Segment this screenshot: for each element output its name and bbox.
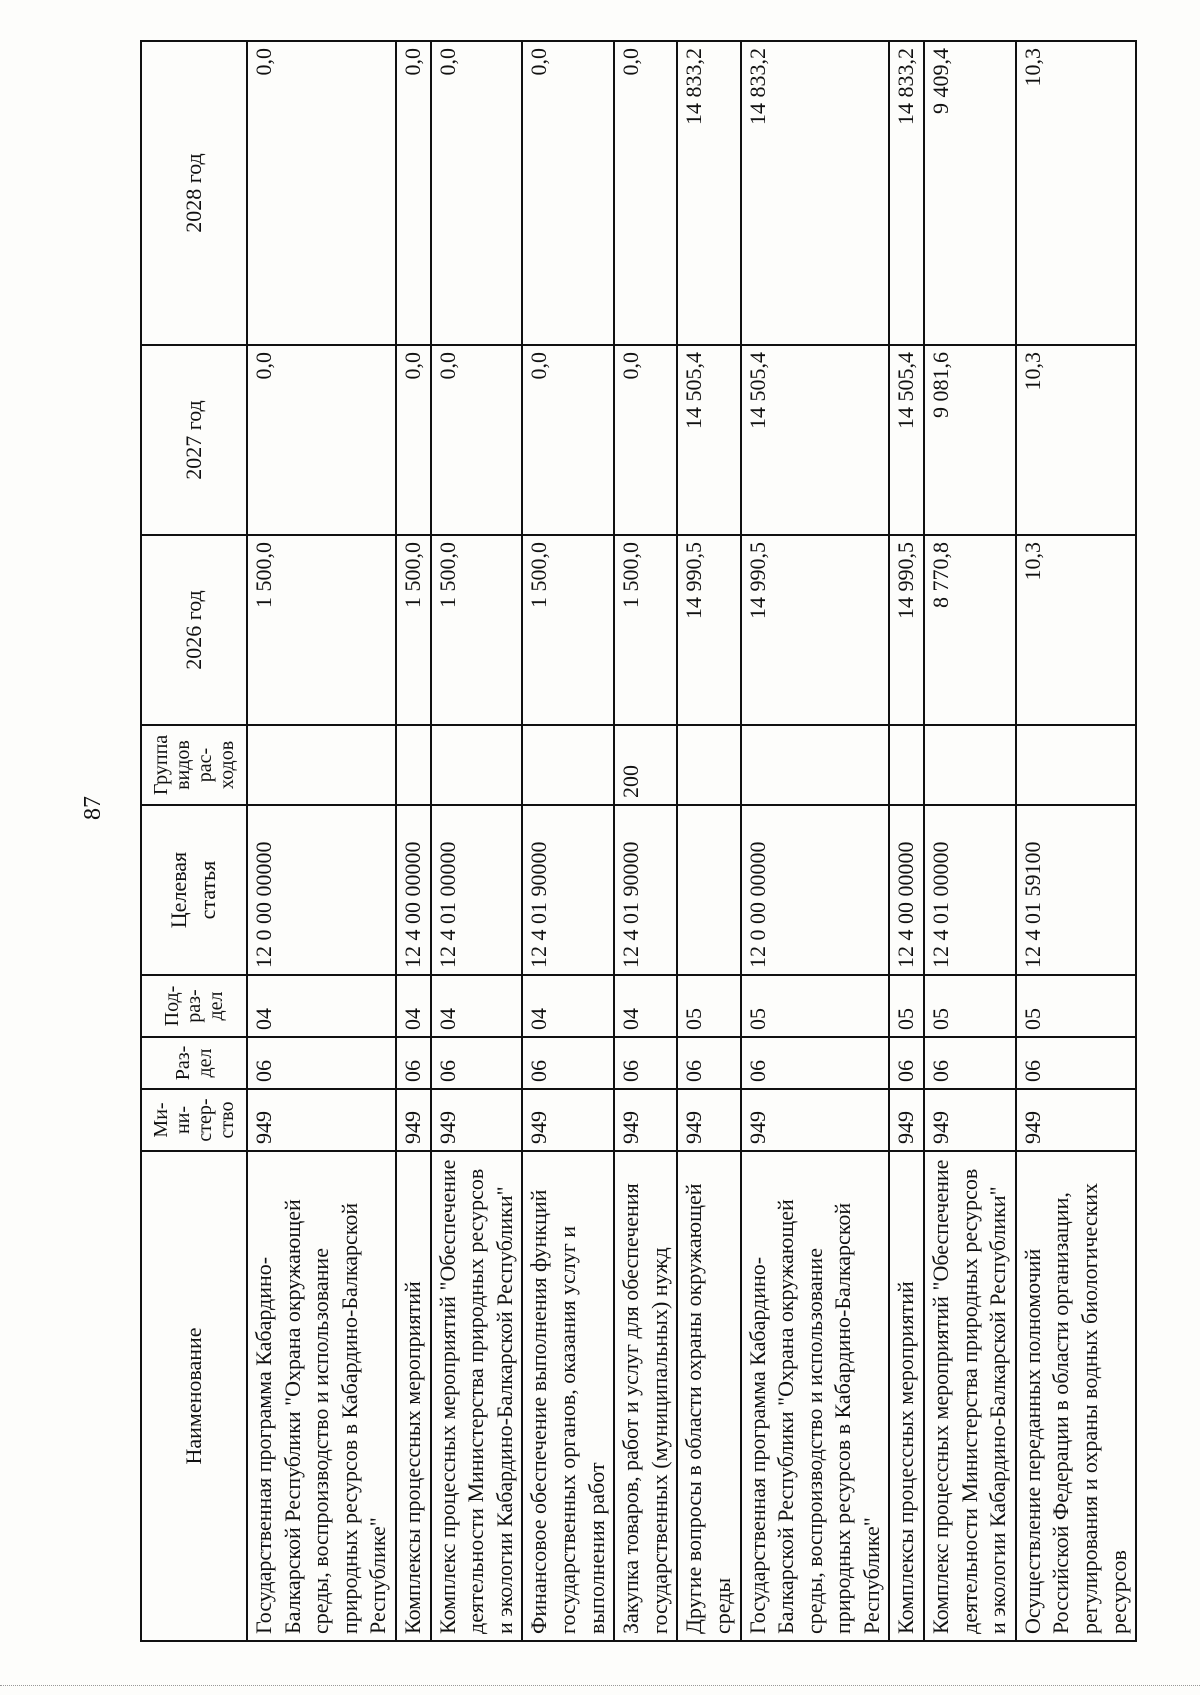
- table-row: [1016, 41, 1136, 1641]
- cell-y2028: 9 409,4: [924, 41, 1016, 345]
- cell-y2027: 14 505,4: [889, 345, 924, 535]
- cell-ministry: 949: [522, 1089, 614, 1151]
- cell-target: 12 0 00 00000: [741, 805, 890, 975]
- table-body: [247, 41, 1136, 1641]
- cell-y2026: 14 990,5: [677, 535, 740, 725]
- cell-name: Государственная программа Кабардино-Балкарской Республики "Охрана окружающей среды, воспроизводство и использование природных ресурсов в Кабардино-Балкарской Республике": [247, 1151, 396, 1641]
- cell-name: Другие вопросы в области охраны окружающей среды: [677, 1151, 740, 1641]
- cell-ministry: 949: [431, 1089, 523, 1151]
- cell-ministry: 949: [677, 1089, 740, 1151]
- cell-target: 12 4 01 00000: [924, 805, 1016, 975]
- cell-group: [396, 725, 431, 805]
- table-row: [889, 41, 924, 1641]
- cell-y2028: 0,0: [431, 41, 523, 345]
- cell-subsection: 04: [247, 975, 396, 1037]
- cell-target: 12 4 00 00000: [396, 805, 431, 975]
- cell-y2028: 10,3: [1016, 41, 1136, 345]
- cell-subsection: 05: [677, 975, 740, 1037]
- cell-y2026: 1 500,0: [614, 535, 677, 725]
- cell-subsection: 05: [741, 975, 890, 1037]
- cell-subsection: 05: [1016, 975, 1136, 1037]
- cell-target: [677, 805, 740, 975]
- cell-y2028: 14 833,2: [741, 41, 890, 345]
- table-row: [431, 41, 523, 1641]
- cell-name: Комплекс процессных мероприятий "Обеспечение деятельности Министерства природных ресурсов и экологии Кабардино-Балкарской Республики": [924, 1151, 1016, 1641]
- cell-y2028: 0,0: [614, 41, 677, 345]
- cell-y2026: 1 500,0: [522, 535, 614, 725]
- cell-y2028: 0,0: [522, 41, 614, 345]
- header-target: Целевая статья: [141, 805, 247, 975]
- cell-y2027: 10,3: [1016, 345, 1136, 535]
- cell-group: [431, 725, 523, 805]
- header-section: Раз- дел: [141, 1037, 247, 1089]
- cell-y2026: 1 500,0: [431, 535, 523, 725]
- cell-group: [1016, 725, 1136, 805]
- cell-subsection: 04: [431, 975, 523, 1037]
- cell-target: 12 4 01 00000: [431, 805, 523, 975]
- cell-y2026: 14 990,5: [889, 535, 924, 725]
- cell-group: [522, 725, 614, 805]
- cell-y2026: 1 500,0: [396, 535, 431, 725]
- table-row: [247, 41, 396, 1641]
- cell-subsection: 05: [924, 975, 1016, 1037]
- cell-section: 06: [741, 1037, 890, 1089]
- cell-ministry: 949: [396, 1089, 431, 1151]
- cell-section: 06: [247, 1037, 396, 1089]
- cell-name: Осуществление переданных полномочий Российской Федерации в области организации, регулирования и охраны водных биологических ресурсов: [1016, 1151, 1136, 1641]
- cell-target: 12 4 01 90000: [614, 805, 677, 975]
- cell-section: 06: [889, 1037, 924, 1089]
- cell-y2026: 8 770,8: [924, 535, 1016, 725]
- cell-name: Комплексы процессных мероприятий: [396, 1151, 431, 1641]
- cell-name: Комплексы процессных мероприятий: [889, 1151, 924, 1641]
- cell-target: 12 4 01 59100: [1016, 805, 1136, 975]
- cell-y2027: 0,0: [396, 345, 431, 535]
- cell-name: Комплекс процессных мероприятий "Обеспечение деятельности Министерства природных ресурсов и экологии Кабардино-Балкарской Республики": [431, 1151, 523, 1641]
- table-row: [522, 41, 614, 1641]
- cell-section: 06: [431, 1037, 523, 1089]
- cell-name: Государственная программа Кабардино-Балкарской Республики "Охрана окружающей среды, воспроизводство и использование природных ресурсов в Кабардино-Балкарской Республике": [741, 1151, 890, 1641]
- cell-group: [741, 725, 890, 805]
- header-2027: 2027 год: [141, 345, 247, 535]
- budget-table-sheet: [140, 42, 1131, 1642]
- cell-target: 12 4 00 00000: [889, 805, 924, 975]
- cell-y2027: 9 081,6: [924, 345, 1016, 535]
- cell-y2027: 0,0: [431, 345, 523, 535]
- cell-ministry: 949: [247, 1089, 396, 1151]
- cell-group: 200: [614, 725, 677, 805]
- cell-y2027: 0,0: [247, 345, 396, 535]
- cell-y2027: 0,0: [614, 345, 677, 535]
- cell-target: 12 4 01 90000: [522, 805, 614, 975]
- cell-section: 06: [924, 1037, 1016, 1089]
- cell-y2027: 0,0: [522, 345, 614, 535]
- cell-group: [247, 725, 396, 805]
- cell-group: [677, 725, 740, 805]
- cell-section: 06: [522, 1037, 614, 1089]
- cell-name: Финансовое обеспечение выполнения функций государственных органов, оказания услуг и выполнения работ: [522, 1151, 614, 1641]
- table-row: [677, 41, 740, 1641]
- scan-edge: [0, 1685, 1200, 1688]
- cell-y2026: 10,3: [1016, 535, 1136, 725]
- cell-y2026: 14 990,5: [741, 535, 890, 725]
- cell-group: [889, 725, 924, 805]
- cell-y2028: 14 833,2: [889, 41, 924, 345]
- table-row: [741, 41, 890, 1641]
- cell-section: 06: [614, 1037, 677, 1089]
- header-2026: 2026 год: [141, 535, 247, 725]
- cell-ministry: 949: [614, 1089, 677, 1151]
- cell-subsection: 04: [396, 975, 431, 1037]
- cell-section: 06: [1016, 1037, 1136, 1089]
- table-header-row: [141, 41, 247, 1641]
- cell-ministry: 949: [889, 1089, 924, 1151]
- cell-group: [924, 725, 1016, 805]
- cell-section: 06: [677, 1037, 740, 1089]
- budget-table: [140, 40, 1137, 1642]
- cell-ministry: 949: [1016, 1089, 1136, 1151]
- cell-y2028: 14 833,2: [677, 41, 740, 345]
- cell-subsection: 04: [614, 975, 677, 1037]
- cell-ministry: 949: [924, 1089, 1016, 1151]
- cell-y2028: 0,0: [247, 41, 396, 345]
- header-group: Группа видов рас- ходов: [141, 725, 247, 805]
- table-row: [924, 41, 1016, 1641]
- header-name: Наименование: [141, 1151, 247, 1641]
- cell-y2027: 14 505,4: [741, 345, 890, 535]
- table-row: [614, 41, 677, 1641]
- page-number: 87: [80, 796, 106, 820]
- header-2028: 2028 год: [141, 41, 247, 345]
- cell-y2027: 14 505,4: [677, 345, 740, 535]
- cell-section: 06: [396, 1037, 431, 1089]
- cell-y2028: 0,0: [396, 41, 431, 345]
- cell-target: 12 0 00 00000: [247, 805, 396, 975]
- cell-subsection: 05: [889, 975, 924, 1037]
- cell-subsection: 04: [522, 975, 614, 1037]
- cell-y2026: 1 500,0: [247, 535, 396, 725]
- header-subsection: Под- раз- дел: [141, 975, 247, 1037]
- cell-ministry: 949: [741, 1089, 890, 1151]
- header-ministry: Ми- ни- стер- ство: [141, 1089, 247, 1151]
- table-row: [396, 41, 431, 1641]
- cell-name: Закупка товаров, работ и услуг для обеспечения государственных (муниципальных) нужд: [614, 1151, 677, 1641]
